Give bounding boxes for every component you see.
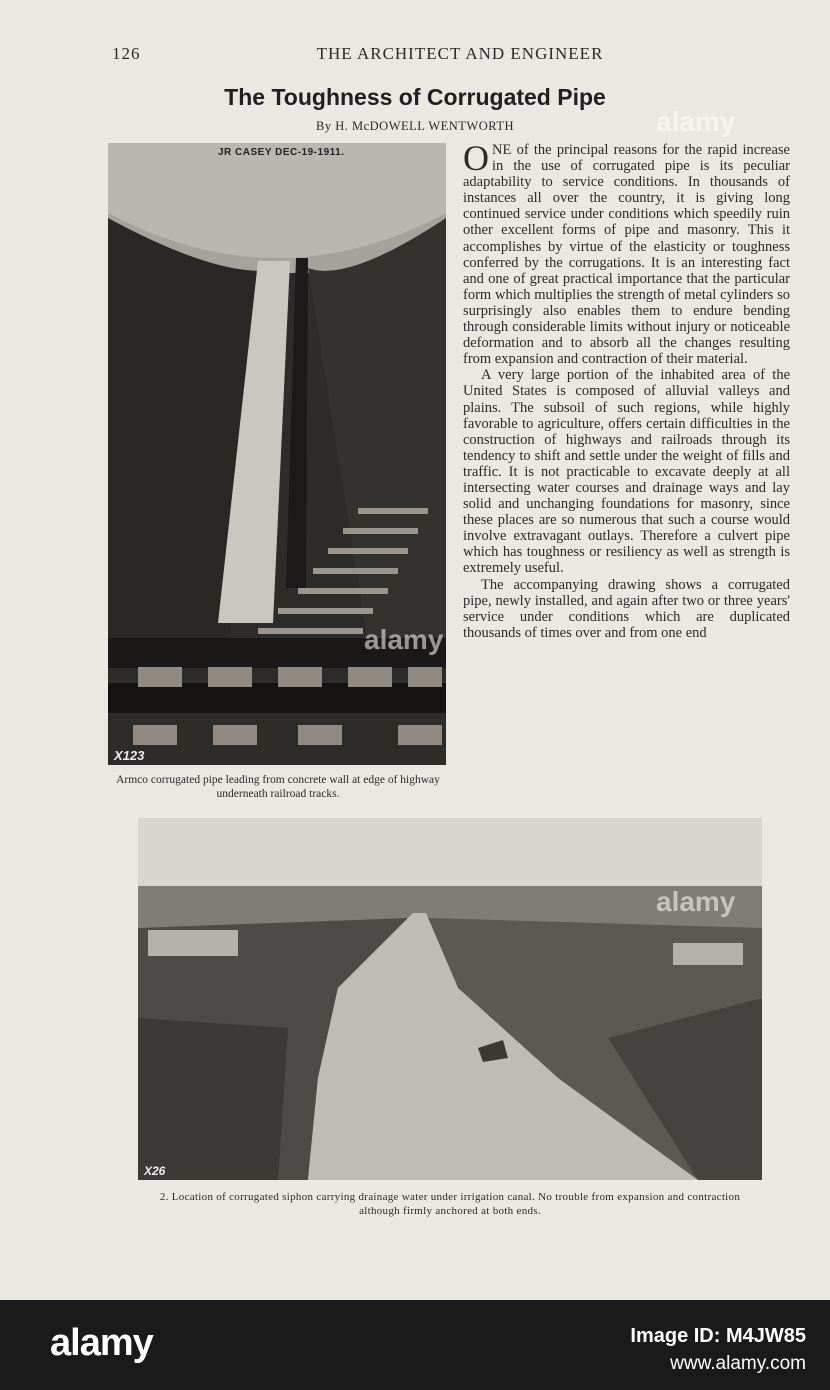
- photo1-caption: Armco corrugated pipe leading from concrete wall at edge of highway underneath railroad tracks.: [116, 774, 440, 801]
- photo-canal-illustration: [138, 818, 762, 1180]
- stock-meta: [630, 1322, 806, 1378]
- paragraph-2: A very large portion of the inhabited area of the United States is composed of alluvial valleys and plains. The subsoil of such regions, while highly favorable to agriculture, offers certain difficulties in the construction of highways and railroads through its tendency to shift and settle under the weight of fills and traffic. It is not practicable to excavate deeply at all intersecting water courses and drainage ways and lay solid and unchanging foundations for masonry, since these places are so numerous that such a course would involve extravagant outlays. Therefore a culvert pipe which has toughness or resiliency as well as strength is extremely useful.: [463, 367, 790, 577]
- journal-title: THE ARCHITECT AND ENGINEER: [316, 44, 604, 63]
- photo-pipe-under-railroad: [108, 143, 446, 765]
- watermark: alamy: [364, 624, 444, 655]
- article-body: [463, 138, 790, 641]
- page-number: 126: [112, 44, 141, 63]
- watermark: alamy: [656, 886, 736, 917]
- plate-number: X123: [114, 748, 145, 763]
- running-head: [110, 44, 770, 68]
- photo-stamp: JR CASEY DEC-19-1911.: [218, 147, 345, 158]
- photo2-caption: 2. Location of corrugated siphon carrying drainage water under irrigation canal. No trouble from expansion and contraction although firmly anchored at both ends.: [159, 1191, 741, 1217]
- stock-footer-bar: [0, 1300, 830, 1390]
- paragraph-3: The accompanying drawing shows a corrugated pipe, newly installed, and again after two or three years' service under conditions which are duplicated thousands of times over and from one end: [463, 576, 790, 641]
- stock-url: www.alamy.com: [670, 1353, 806, 1374]
- alamy-logo: alamy: [50, 1322, 153, 1364]
- paragraph-1-text: NE of the principal reasons for the rapid increase in the use of corrugated pipe is its peculiar adaptability to service conditions. In thousands of instances all over the country, it is giving long continued service under conditions which speedily ruin other excellent forms of pipe and masonry. This it accomplishes by virtue of the elasticity or toughness conferred by the corrugations. It is an interesting fact and one of great practical importance that the particular form which multiplies the strength of metal cylinders so surprisingly also enables them to endure bending through considerable limits without injury or noticeable deformation and to absorb all the changes resulting from expansion and contraction of their material.: [463, 142, 790, 368]
- watermark: alamy: [656, 106, 736, 137]
- paragraph-1: [463, 138, 790, 368]
- article-title: The Toughness of Corrugated Pipe: [224, 84, 606, 110]
- image-id: Image ID: M4JW85: [630, 1325, 806, 1347]
- photo-irrigation-canal: [138, 818, 762, 1180]
- photo-pipe-illustration: [108, 143, 446, 765]
- plate-number: X26: [144, 1164, 166, 1178]
- byline: By H. McDOWELL WENTWORTH: [315, 119, 515, 133]
- drop-cap: O: [463, 138, 489, 178]
